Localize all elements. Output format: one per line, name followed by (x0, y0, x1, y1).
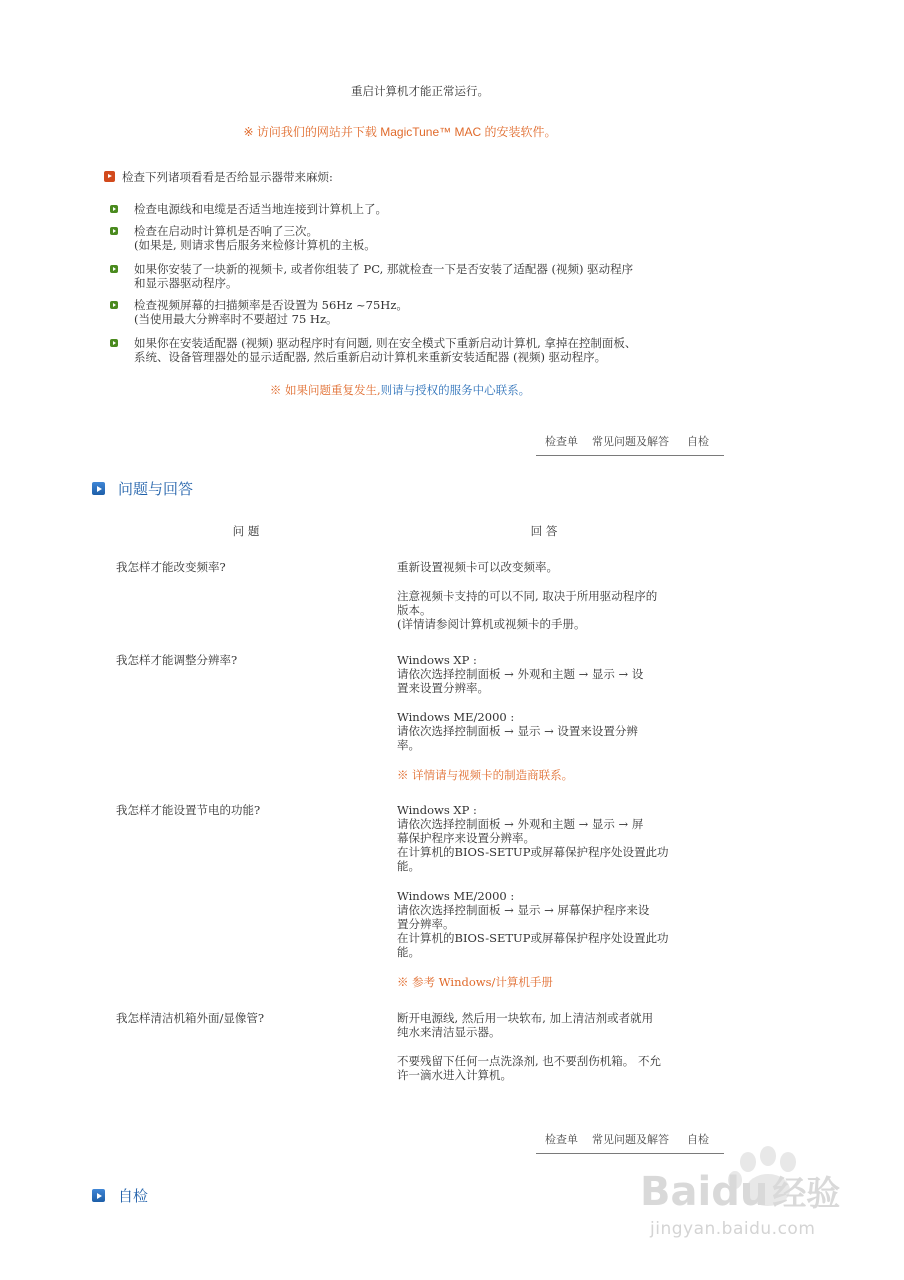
checklist-item-text: 如果你安装了一块新的视频卡, 或者你组装了 PC, 那就检查一下是否安装了适配器 (视频) 驱动程序 和显示器驱动程序。 (134, 262, 634, 290)
checklist-item (110, 224, 710, 252)
bullet-icon (110, 301, 118, 309)
answer-column-header: 回 答 (530, 524, 558, 538)
selftest-title: 自检 (118, 1187, 149, 1205)
faq-question: 我怎样才能改变频率? (116, 560, 226, 574)
checklist-item-text: 检查电源线和电缆是否适当地连接到计算机上了。 (134, 202, 387, 216)
faq-question: 我怎样清洁机箱外面/显像管? (116, 1011, 265, 1025)
arrow-right-icon (92, 1189, 105, 1202)
question-column-header: 问 题 (232, 524, 260, 538)
checklist-item (110, 262, 710, 290)
checklist-item-text: 检查视频屏幕的扫描频率是否设置为 56Hz ~75Hz。 (当使用最大分辨率时不要超过 75 Hz。 (134, 298, 408, 326)
restart-note: 重启计算机才能正常运行。 (351, 84, 489, 98)
arrow-right-icon (92, 482, 105, 495)
checklist-heading (104, 170, 704, 184)
checklist-item (110, 336, 710, 364)
bullet-icon (110, 265, 118, 273)
faq-answer: 重新设置视频卡可以改变频率。 (397, 560, 558, 574)
service-center-link[interactable]: 则请与授权的服务中心联系。 (380, 383, 531, 397)
faq-section-header (92, 480, 392, 500)
nav-checklist-link[interactable]: 检查单 (545, 1133, 578, 1146)
bullet-icon (110, 227, 118, 235)
bullet-icon (110, 205, 118, 213)
contact-note-prefix: ※ 如果问题重复发生, (269, 383, 381, 397)
magictune-note: ※ 访问我们的网站并下载 MagicTune™ MAC 的安装软件。 (243, 125, 557, 139)
faq-answer: 不要残留下任何一点洗涤剂, 也不要刮伤机箱。 不允 许一滴水进入计算机。 (397, 1054, 661, 1082)
faq-answer: Windows XP : 请依次选择控制面板 → 外观和主题 → 显示 → 设 置来设置分辨率。 (397, 653, 644, 695)
faq-title: 问题与回答 (118, 480, 194, 498)
nav-faq-link[interactable]: 常见问题及解答 (592, 1133, 669, 1146)
service-contact-note (0, 383, 800, 397)
checklist-item (110, 202, 710, 216)
faq-answer: 注意视频卡支持的可以不同, 取决于所用驱动程序的 版本。 (详情请参阅计算机或视频卡的手册。 (397, 589, 658, 631)
watermark-brand-2: du (711, 1169, 769, 1215)
section-nav (536, 433, 724, 456)
selftest-section-header (92, 1187, 392, 1207)
watermark-brand: Bai (640, 1169, 712, 1215)
watermark-url: jingyan.baidu.com (650, 1219, 816, 1239)
faq-answer: Windows ME/2000 : 请依次选择控制面板 → 显示 → 设置来设置分辨 率。 (397, 710, 638, 752)
faq-answer: Windows ME/2000 : 请依次选择控制面板 → 显示 → 屏幕保护程序来设 置分辨率。 在计算机的BIOS-SETUP或屏幕保护程序处设置此功 能。 (397, 889, 669, 959)
bullet-icon (110, 339, 118, 347)
checklist-item (110, 298, 710, 326)
arrow-right-icon (104, 171, 115, 182)
faq-note: ※ 详情请与视频卡的制造商联系。 (397, 768, 574, 782)
faq-question: 我怎样才能设置节电的功能? (116, 803, 261, 817)
nav-faq-link[interactable]: 常见问题及解答 (592, 435, 669, 448)
faq-answer: Windows XP : 请依次选择控制面板 → 外观和主题 → 显示 → 屏 幕保护程序来设置分辨率。 在计算机的BIOS-SETUP或屏幕保护程序处设置此功 能。 (397, 803, 669, 873)
checklist-item-text: 如果你在安装适配器 (视频) 驱动程序时有问题, 则在安全模式下重新启动计算机, 拿掉在控制面板、 系统、设备管理器处的显示适配器, 然后重新启动计算机来重新安装适配器 (视频) 驱动程序。 (134, 336, 637, 364)
faq-question: 我怎样才能调整分辨率? (116, 653, 238, 667)
faq-answer: 断开电源线, 然后用一块软布, 加上清洁剂或者就用 纯水来清洁显示器。 (397, 1011, 654, 1039)
nav-selftest-link[interactable]: 自检 (687, 435, 709, 448)
nav-checklist-link[interactable]: 检查单 (545, 435, 578, 448)
checklist-heading-text: 检查下列诸项看看是否给显示器带来麻烦: (122, 170, 333, 184)
baidu-watermark (640, 1140, 880, 1270)
nav-selftest-link[interactable]: 自检 (687, 1133, 709, 1146)
watermark-brand-cn: 经验 (772, 1174, 841, 1214)
checklist-item-text: 检查在启动时计算机是否响了三次。 (如果是, 则请求售后服务来检修计算机的主板。 (134, 224, 376, 252)
faq-note: ※ 参考 Windows/计算机手册 (397, 975, 553, 989)
